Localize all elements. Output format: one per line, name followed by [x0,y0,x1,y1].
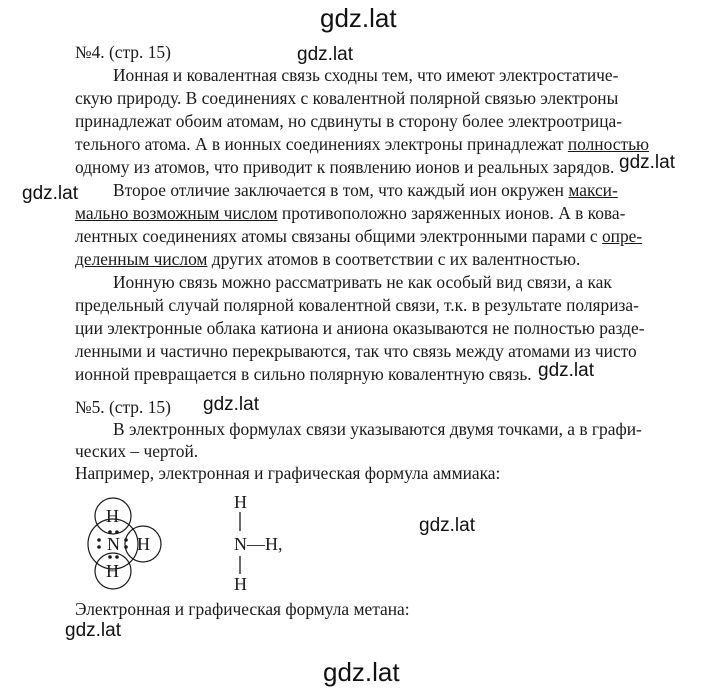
paragraph-line: Второе отличие заключается в том, что каждый ион окружен макси- [113,180,618,200]
watermark: gdz.lat [203,394,259,415]
paragraph-line: деленным числом других атомов в соответствии с их валентностью. [75,249,581,269]
paragraph-line: лентных соединениях атомы связаны общими электронными парами с опре- [75,226,643,246]
watermark: gdz.lat [538,360,594,381]
underlined-term: макси- [568,180,618,200]
paragraph-line: ции электронные облака катиона и аниона оказываются не полностью разде- [75,318,645,338]
paragraph-line: ческих – чертой. [75,441,199,461]
watermark-top: gdz.lat [320,3,397,33]
paragraph-line: Ионную связь можно рассматривать не как особый вид связи, а как [113,272,612,292]
paragraph-line: одному из атомов, что приводит к появлению ионов и реальных зарядов. [75,157,615,177]
atom-h: H [234,574,247,594]
paragraph-line: скую природу. В соединениях с ковалентной полярной связью электроны [75,88,619,108]
electron-formula-labels [106,506,150,581]
atom-h: H [137,534,150,554]
watermark: gdz.lat [65,620,121,641]
graphic-formula [234,492,283,594]
paragraph-line: Например, электронная и графическая формула аммиака: [75,463,501,483]
paragraph-line: предельный случай полярной ковалентной связи, т.к. в результате поляриза- [75,295,639,315]
watermark: gdz.lat [297,44,353,65]
watermark-bottom: gdz.lat [323,657,400,687]
paragraph-line: мально возможным числом противоположно заряженных ионов. А в кова- [75,203,626,223]
paragraph-line: ленными и частично перекрываются, так что связь между атомами из чисто [75,341,637,361]
underlined-term: деленным числом [75,249,208,269]
paragraph-line: тельного атома. А в ионных соединениях электроны принадлежат полностью [75,134,649,154]
paragraph-line: Ионная и ковалентная связь сходны тем, что имеют электростатиче- [113,65,619,85]
electron-formula [88,498,161,589]
underlined-term: полностью [567,134,649,154]
paragraph-line: ионной превращается в сильно полярную ковалентную связь. [75,364,532,384]
watermark: gdz.lat [419,515,475,536]
bond-n-h: N—H, [234,534,283,554]
watermark: gdz.lat [619,152,675,173]
atom-h: H [106,506,119,526]
atom-n: N [107,534,120,554]
underlined-term: мально возможным числом [75,203,278,223]
paragraph-line: В электронных формулах связи указываются двумя точками, а в графи- [113,419,642,439]
watermark: gdz.lat [22,183,78,204]
paragraph-line: принадлежат обоим атомам, но сдвинуты в сторону более электроотрица- [75,111,623,131]
task5-heading: №5. (стр. 15) [75,397,171,417]
atom-h: H [234,492,247,512]
underlined-term: опре- [601,226,643,246]
atom-h: H [106,561,119,581]
paragraph-line: Электронная и графическая формула метана: [75,599,410,619]
task4-heading: №4. (стр. 15) [75,42,171,62]
